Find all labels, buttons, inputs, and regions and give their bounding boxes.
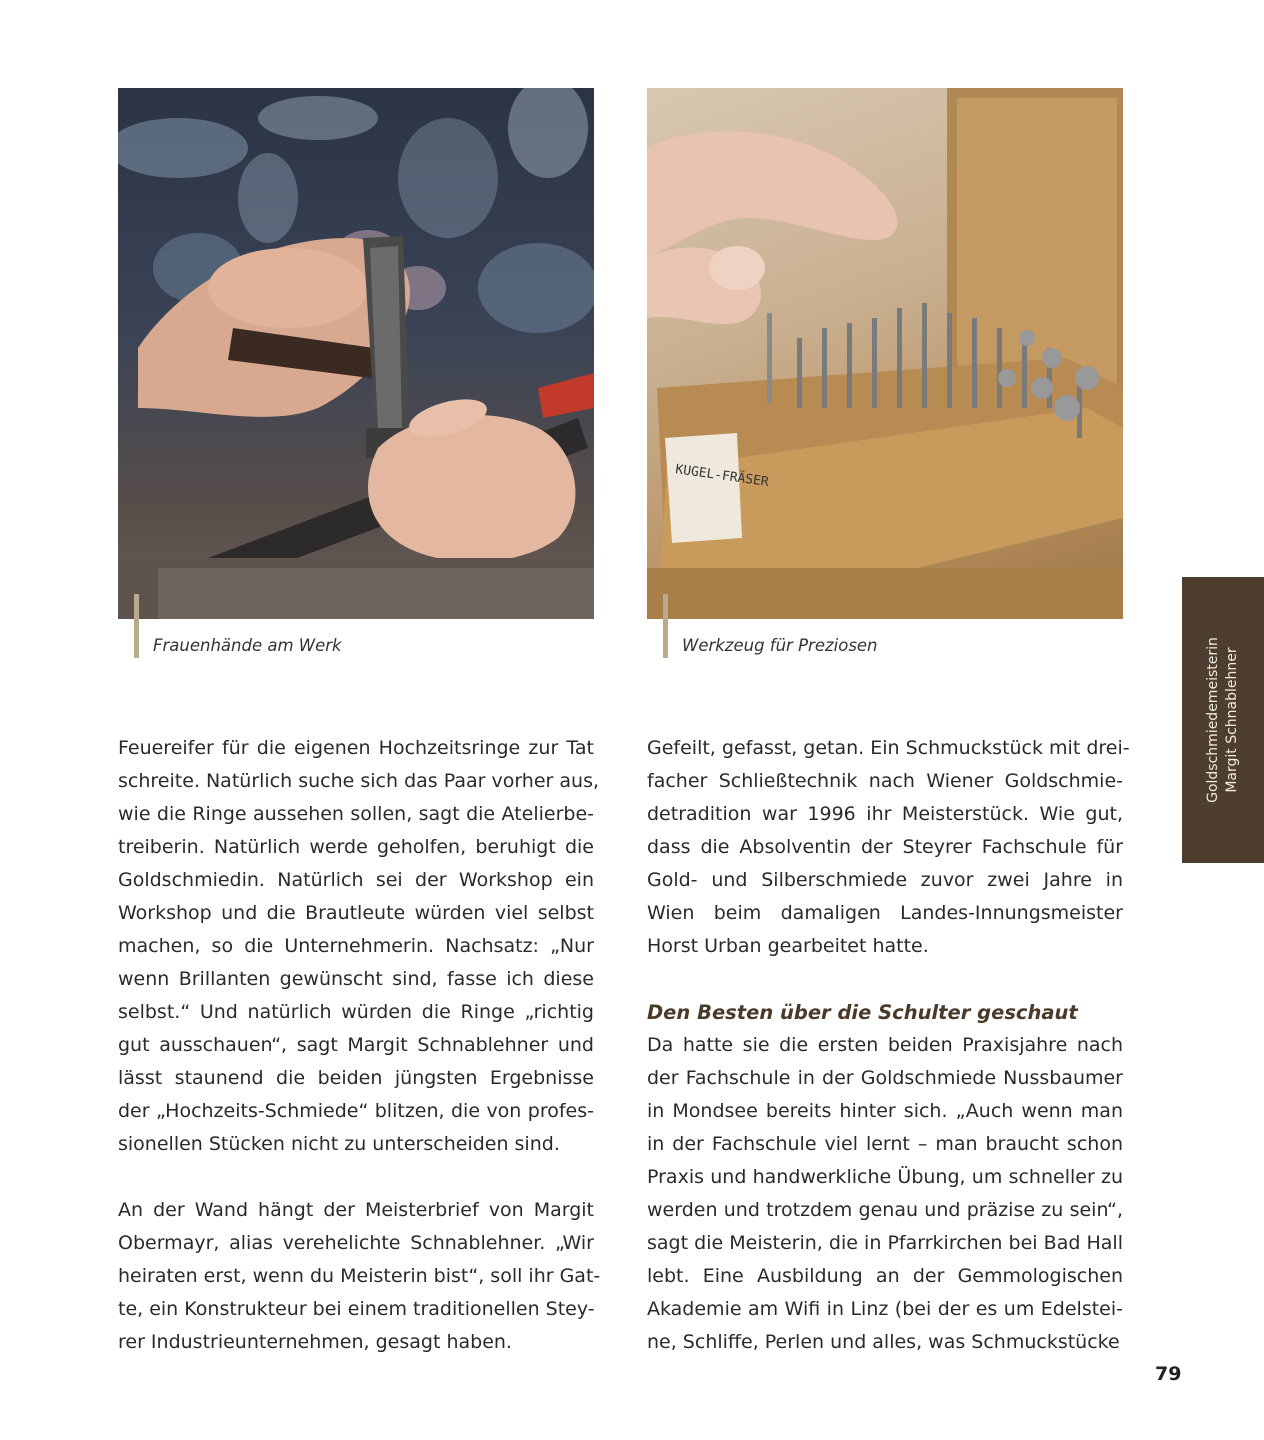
text-line: heiraten erst, wenn du Meisterin bist“, soll ihr Gat- xyxy=(118,1265,601,1287)
burr-box-illustration xyxy=(647,88,1123,619)
paragraph-right-2 xyxy=(647,1029,1123,1359)
section-heading: Den Besten über die Schulter geschaut xyxy=(647,1001,1078,1024)
photo-caption-right: Werkzeug für Preziosen xyxy=(682,636,878,655)
paragraph-left-1 xyxy=(118,732,600,1161)
text-line: Da hatte sie die ersten beiden Praxisjahre nach xyxy=(647,1034,1123,1056)
text-line: facher Schließtechnik nach Wiener Goldschmie- xyxy=(647,770,1123,792)
text-line: Akademie am Wifi in Linz (bei der es um Edelstei- xyxy=(647,1298,1123,1320)
photo-caption-left: Frauenhände am Werk xyxy=(153,636,342,655)
text-line: Obermayr, alias verehelichte Schnablehner. „Wir xyxy=(118,1232,594,1254)
text-line: detradition war 1996 ihr Meisterstück. Wie gut, xyxy=(647,803,1123,825)
text-line: Praxis und handwerkliche Übung, um schneller zu xyxy=(647,1166,1123,1188)
text-line: treiberin. Natürlich werde geholfen, beruhigt die xyxy=(118,836,594,858)
text-line: Horst Urban gearbeitet hatte. xyxy=(647,935,929,957)
text-line: rer Industrieunternehmen, gesagt haben. xyxy=(118,1331,512,1353)
text-line: ne, Schliffe, Perlen und alles, was Schmuckstücke xyxy=(647,1331,1120,1353)
paragraph-left-2 xyxy=(118,1194,601,1359)
text-line: dass die Absolventin der Steyrer Fachschule für xyxy=(647,836,1123,858)
text-line: gut ausschauen“, sagt Margit Schnablehner und xyxy=(118,1034,594,1056)
text-line: selbst.“ Und natürlich würden die Ringe „richtig xyxy=(118,1001,594,1023)
text-line: Wien beim damaligen Landes-Innungsmeister xyxy=(647,902,1123,924)
chapter-side-tab xyxy=(1182,577,1264,863)
text-line: Gold- und Silberschmiede zuvor zwei Jahre in xyxy=(647,869,1123,891)
text-line: lässt staunend die beiden jüngsten Ergebnisse xyxy=(118,1067,594,1089)
text-line: wenn Brillanten gewünscht sind, fasse ich diese xyxy=(118,968,594,990)
text-line: Workshop und die Brautleute würden viel selbst xyxy=(118,902,594,924)
text-line: te, ein Konstrukteur bei einem traditionellen Stey- xyxy=(118,1298,595,1320)
hands-hammer-illustration xyxy=(118,88,594,619)
text-line: sionellen Stücken nicht zu unterscheiden sind. xyxy=(118,1133,560,1155)
page-number: 79 xyxy=(1155,1363,1182,1385)
text-line: der Fachschule in der Goldschmiede Nussbaumer xyxy=(647,1067,1123,1089)
text-line: in Mondsee bereits hinter sich. „Auch wenn man xyxy=(647,1100,1123,1122)
photo-burr-box xyxy=(647,88,1123,619)
text-line: Goldschmiedin. Natürlich sei der Workshop ein xyxy=(118,869,594,891)
paragraph-right-1 xyxy=(647,732,1130,963)
burr-label-text: KUGEL-FRÄSER xyxy=(674,462,770,491)
text-line: Feuereifer für die eigenen Hochzeitsringe zur Tat xyxy=(118,737,594,759)
text-line: in der Fachschule viel lernt – man braucht schon xyxy=(647,1133,1123,1155)
side-tab-line-2: Margit Schnablehner xyxy=(1224,647,1240,793)
text-line: lebt. Eine Ausbildung an der Gemmologischen xyxy=(647,1265,1123,1287)
text-line: sagt die Meisterin, die in Pfarrkirchen bei Bad Hall xyxy=(647,1232,1123,1254)
text-line: der „Hochzeits-Schmiede“ blitzen, die von profes- xyxy=(118,1100,594,1122)
text-line: werden und trotzdem genau und präzise zu sein“, xyxy=(647,1199,1123,1221)
text-line: machen, so die Unternehmerin. Nachsatz: „Nur xyxy=(118,935,594,957)
caption-bar-right xyxy=(663,594,668,658)
caption-bar-left xyxy=(134,594,139,658)
text-line: schreite. Natürlich suche sich das Paar vorher aus, xyxy=(118,770,600,792)
photo-hands-hammer xyxy=(118,88,594,619)
text-column-right xyxy=(647,732,1130,1359)
text-line: An der Wand hängt der Meisterbrief von Margit xyxy=(118,1199,594,1221)
text-column-left xyxy=(118,732,601,1359)
text-line: Gefeilt, gefasst, getan. Ein Schmuckstück mit drei- xyxy=(647,737,1130,759)
text-line: wie die Ringe aussehen sollen, sagt die Atelierbe- xyxy=(118,803,594,825)
chapter-side-tab-text xyxy=(1204,637,1242,803)
side-tab-line-1: Goldschmiedemeisterin xyxy=(1205,637,1221,803)
